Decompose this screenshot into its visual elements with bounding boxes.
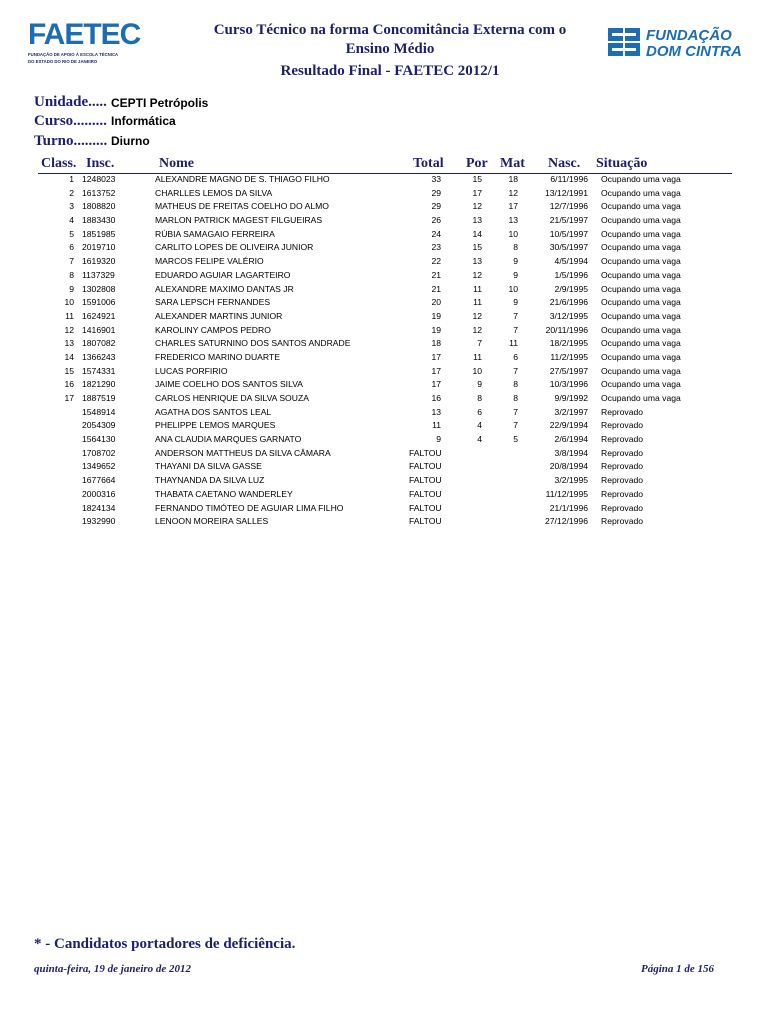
cell-situacao: Reprovado bbox=[601, 488, 644, 499]
cell-nasc: 20/8/1994 bbox=[549, 461, 588, 472]
cell-mat: 11 bbox=[509, 338, 518, 349]
cell-nasc: 11/2/1995 bbox=[550, 351, 588, 362]
table-row bbox=[0, 488, 768, 502]
cell-nasc: 27/5/1997 bbox=[549, 365, 588, 376]
cell-mat: 9 bbox=[513, 256, 518, 267]
cell-nome: PHELIPPE LEMOS MARQUES bbox=[155, 420, 276, 431]
cell-por: 11 bbox=[473, 351, 482, 362]
cell-insc: 1883430 bbox=[82, 215, 116, 226]
cell-nasc: 30/5/1997 bbox=[549, 242, 588, 253]
cell-mat: 10 bbox=[508, 283, 518, 294]
cell-total: 21 bbox=[431, 269, 441, 280]
cell-total: 20 bbox=[431, 297, 441, 308]
cell-mat: 8 bbox=[513, 393, 518, 403]
cell-insc: 1624921 bbox=[82, 310, 116, 321]
cell-nome: MATHEUS DE FREITAS COELHO DO ALMO bbox=[155, 201, 329, 212]
cell-nasc: 3/2/1997 bbox=[554, 406, 588, 417]
cell-nome: RÚBIA SAMAGAIO FERREIRA bbox=[155, 228, 275, 239]
cell-situacao: Ocupando uma vaga bbox=[601, 201, 681, 212]
table-row bbox=[0, 365, 768, 379]
table-row bbox=[0, 378, 768, 392]
faetec-logo bbox=[28, 20, 153, 64]
cell-situacao: Reprovado bbox=[601, 420, 644, 431]
table-row bbox=[0, 474, 768, 488]
course-title-line1: Curso Técnico na forma Concomitância Externa com o bbox=[213, 22, 567, 38]
cell-por: 4 bbox=[477, 434, 482, 445]
cell-situacao: Ocupando uma vaga bbox=[601, 338, 681, 349]
cell-total: 33 bbox=[431, 174, 441, 184]
cell-insc: 1349652 bbox=[82, 461, 116, 472]
cell-nasc: 3/8/1994 bbox=[554, 447, 588, 458]
cell-class: 15 bbox=[64, 365, 74, 376]
course-title-line2: Ensino Médio bbox=[345, 41, 435, 57]
cell-total: 16 bbox=[431, 393, 441, 403]
cell-por: 17 bbox=[472, 187, 482, 198]
cell-nasc: 21/1/1996 bbox=[549, 502, 588, 513]
cell-nasc: 4/5/1994 bbox=[554, 256, 588, 267]
cell-por: 8 bbox=[477, 393, 482, 403]
cell-situacao: Ocupando uma vaga bbox=[601, 187, 681, 198]
dom-cintra-emblem-icon bbox=[606, 26, 642, 60]
cell-situacao: Ocupando uma vaga bbox=[601, 174, 681, 184]
cell-nasc: 9/9/1992 bbox=[554, 393, 588, 403]
cell-total: FALTOU bbox=[409, 502, 442, 513]
cell-situacao: Ocupando uma vaga bbox=[601, 256, 681, 267]
col-header-nome: Nome bbox=[159, 156, 194, 171]
faetec-logo-subtitle-1: FUNDAÇÃO DE APOIO À ESCOLA TÉCNICA bbox=[28, 52, 119, 57]
cell-mat: 7 bbox=[513, 420, 518, 431]
cell-class: 6 bbox=[69, 242, 74, 253]
cell-mat: 5 bbox=[513, 434, 518, 445]
turno-label: Turno......... bbox=[34, 133, 108, 149]
cell-insc: 2054309 bbox=[82, 420, 116, 431]
cell-nome: CARLITO LOPES DE OLIVEIRA JUNIOR bbox=[155, 242, 314, 253]
cell-mat: 7 bbox=[513, 406, 518, 417]
cell-total: 29 bbox=[431, 201, 441, 212]
cell-total: 17 bbox=[431, 365, 441, 376]
cell-mat: 9 bbox=[513, 269, 518, 280]
table-row bbox=[0, 419, 768, 433]
cell-situacao: Ocupando uma vaga bbox=[601, 283, 681, 294]
col-header-class: Class. bbox=[41, 156, 77, 171]
table-row bbox=[0, 337, 768, 351]
table-row bbox=[0, 502, 768, 516]
cell-nome: FERNANDO TIMÓTEO DE AGUIAR LIMA FILHO bbox=[155, 502, 344, 513]
cell-insc: 1619320 bbox=[82, 256, 116, 267]
cell-situacao: Ocupando uma vaga bbox=[601, 297, 681, 308]
cell-situacao: Ocupando uma vaga bbox=[601, 269, 681, 280]
cell-class: 10 bbox=[64, 297, 74, 308]
cell-situacao: Reprovado bbox=[601, 434, 644, 445]
footer-date: quinta-feira, 19 de janeiro de 2012 bbox=[34, 963, 192, 975]
cell-total: 13 bbox=[431, 406, 441, 417]
table-row bbox=[0, 324, 768, 338]
unidade-value: CEPTI Petrópolis bbox=[111, 96, 209, 110]
table-row bbox=[0, 269, 768, 283]
cell-insc: 1824134 bbox=[82, 502, 116, 513]
table-row bbox=[0, 173, 768, 187]
table-row bbox=[0, 460, 768, 474]
col-header-insc: Insc. bbox=[86, 156, 115, 171]
cell-class: 17 bbox=[64, 393, 74, 403]
cell-total: 26 bbox=[431, 215, 441, 226]
cell-insc: 1416901 bbox=[82, 324, 116, 335]
cell-situacao: Reprovado bbox=[601, 516, 644, 527]
cell-por: 12 bbox=[472, 269, 482, 280]
unidade-label: Unidade..... bbox=[34, 94, 107, 110]
cell-insc: 1574331 bbox=[82, 365, 116, 376]
cell-insc: 1302808 bbox=[82, 283, 116, 294]
cell-class: 1 bbox=[69, 174, 74, 184]
cell-situacao: Reprovado bbox=[601, 406, 644, 417]
cell-insc: 2000316 bbox=[82, 488, 116, 499]
cell-insc: 1591006 bbox=[82, 297, 116, 308]
cell-nasc: 2/6/1994 bbox=[554, 434, 588, 445]
cell-mat: 8 bbox=[513, 379, 518, 390]
cell-situacao: Ocupando uma vaga bbox=[601, 242, 681, 253]
cell-nome: LUCAS PORFIRIO bbox=[155, 365, 228, 376]
table-row bbox=[0, 241, 768, 255]
cell-nome: THAYNANDA DA SILVA LUZ bbox=[155, 475, 265, 486]
cell-por: 12 bbox=[472, 201, 482, 212]
cell-class: 2 bbox=[69, 187, 74, 198]
cell-total: FALTOU bbox=[409, 447, 442, 458]
cell-nome: CARLOS HENRIQUE DA SILVA SOUZA bbox=[155, 393, 309, 403]
results-table bbox=[0, 173, 768, 529]
cell-nome: MARCOS FELIPE VALÉRIO bbox=[155, 256, 264, 267]
cell-mat: 6 bbox=[513, 351, 518, 362]
table-row bbox=[0, 515, 768, 529]
cell-mat: 13 bbox=[508, 215, 518, 226]
cell-class: 16 bbox=[64, 379, 74, 390]
cell-situacao: Ocupando uma vaga bbox=[601, 324, 681, 335]
cell-total: 19 bbox=[431, 324, 441, 335]
cell-nome: EDUARDO AGUIAR LAGARTEIRO bbox=[155, 269, 291, 280]
cell-mat: 7 bbox=[513, 310, 518, 321]
cell-situacao: Reprovado bbox=[601, 447, 644, 458]
cell-insc: 1808820 bbox=[82, 201, 116, 212]
cell-nome: MARLON PATRICK MAGEST FILGUEIRAS bbox=[155, 215, 323, 226]
cell-mat: 17 bbox=[508, 201, 518, 212]
cell-mat: 10 bbox=[508, 228, 518, 239]
cell-total: 18 bbox=[431, 338, 441, 349]
cell-situacao: Reprovado bbox=[601, 502, 644, 513]
table-row bbox=[0, 214, 768, 228]
cell-situacao: Ocupando uma vaga bbox=[601, 310, 681, 321]
cell-class: 7 bbox=[69, 256, 74, 267]
cell-total: FALTOU bbox=[409, 461, 442, 472]
cell-por: 9 bbox=[477, 379, 482, 390]
cell-nasc: 2/9/1995 bbox=[554, 283, 588, 294]
cell-insc: 1137329 bbox=[82, 269, 115, 280]
table-row bbox=[0, 447, 768, 461]
cell-class: 4 bbox=[69, 215, 74, 226]
col-header-nasc: Nasc. bbox=[548, 156, 581, 171]
cell-total: 11 bbox=[432, 420, 441, 431]
cell-nasc: 27/12/1996 bbox=[544, 516, 588, 527]
cell-total: 24 bbox=[431, 228, 441, 239]
cell-mat: 7 bbox=[513, 365, 518, 376]
faetec-logo-word: FAETEC bbox=[28, 18, 141, 51]
cell-situacao: Ocupando uma vaga bbox=[601, 215, 681, 226]
cell-por: 15 bbox=[472, 242, 482, 253]
cell-por: 12 bbox=[472, 324, 482, 335]
cell-por: 15 bbox=[472, 174, 482, 184]
cell-insc: 1807082 bbox=[82, 338, 116, 349]
cell-class: 12 bbox=[64, 324, 74, 335]
cell-nome: FREDERICO MARINO DUARTE bbox=[155, 351, 280, 362]
cell-nome: THAYANI DA SILVA GASSE bbox=[155, 461, 262, 472]
table-row bbox=[0, 433, 768, 447]
cell-nasc: 12/7/1996 bbox=[549, 201, 588, 212]
cell-nome: THABATA CAETANO WANDERLEY bbox=[155, 488, 293, 499]
curso-value: Informática bbox=[111, 114, 176, 128]
table-row bbox=[0, 406, 768, 420]
table-row bbox=[0, 228, 768, 242]
cell-class: 8 bbox=[69, 269, 74, 280]
cell-insc: 1677664 bbox=[82, 475, 116, 486]
cell-por: 14 bbox=[472, 228, 482, 239]
table-row bbox=[0, 310, 768, 324]
table-row bbox=[0, 283, 768, 297]
cell-nome: AGATHA DOS SANTOS LEAL bbox=[155, 406, 272, 417]
cell-por: 11 bbox=[473, 283, 482, 294]
cell-insc: 1932990 bbox=[82, 516, 116, 527]
turno-value: Diurno bbox=[111, 134, 150, 148]
cell-nasc: 20/11/1996 bbox=[545, 324, 588, 335]
cell-insc: 1821290 bbox=[82, 379, 116, 390]
cell-insc: 1887519 bbox=[82, 393, 116, 403]
cell-nome: CHARLES SATURNINO DOS SANTOS ANDRADE bbox=[155, 338, 351, 349]
cell-insc: 1366243 bbox=[82, 351, 116, 362]
cell-mat: 18 bbox=[508, 174, 518, 184]
footer-note: * - Candidatos portadores de deficiência. bbox=[34, 936, 296, 952]
cell-por: 13 bbox=[472, 256, 482, 267]
cell-class: 3 bbox=[69, 201, 74, 212]
cell-por: 10 bbox=[472, 365, 482, 376]
cell-class: 14 bbox=[64, 351, 74, 362]
cell-nasc: 21/5/1997 bbox=[549, 215, 588, 226]
cell-mat: 8 bbox=[513, 242, 518, 253]
dom-cintra-logo-line2: DOM CINTRA bbox=[646, 43, 742, 60]
cell-class: 13 bbox=[64, 338, 74, 349]
cell-nome: ALEXANDRE MAGNO DE S. THIAGO FILHO bbox=[155, 174, 330, 184]
cell-total: 21 bbox=[431, 283, 441, 294]
cell-insc: 1708702 bbox=[82, 447, 116, 458]
cell-nome: ANA CLAUDIA MARQUES GARNATO bbox=[155, 434, 302, 445]
cell-insc: 1548914 bbox=[82, 406, 116, 417]
cell-por: 13 bbox=[472, 215, 482, 226]
cell-total: FALTOU bbox=[409, 488, 442, 499]
cell-nome: SARA LEPSCH FERNANDES bbox=[155, 297, 271, 308]
cell-nasc: 22/9/1994 bbox=[549, 420, 588, 431]
cell-mat: 12 bbox=[508, 187, 518, 198]
cell-class: 11 bbox=[65, 310, 74, 321]
cell-total: FALTOU bbox=[409, 516, 442, 527]
cell-insc: 1564130 bbox=[82, 434, 116, 445]
result-title: Resultado Final - FAETEC 2012/1 bbox=[280, 63, 500, 79]
cell-nasc: 3/12/1995 bbox=[549, 310, 588, 321]
cell-nome: CHARLLES LEMOS DA SILVA bbox=[155, 187, 273, 198]
cell-nasc: 11/12/1995 bbox=[545, 488, 588, 499]
table-row bbox=[0, 351, 768, 365]
cell-situacao: Ocupando uma vaga bbox=[601, 228, 681, 239]
cell-situacao: Ocupando uma vaga bbox=[601, 379, 681, 390]
cell-situacao: Ocupando uma vaga bbox=[601, 351, 681, 362]
cell-situacao: Reprovado bbox=[601, 475, 644, 486]
cell-nome: LENOON MOREIRA SALLES bbox=[155, 516, 269, 527]
cell-por: 12 bbox=[472, 310, 482, 321]
cell-nome: KAROLINY CAMPOS PEDRO bbox=[155, 324, 271, 335]
col-header-situacao: Situação bbox=[596, 156, 648, 171]
cell-insc: 2019710 bbox=[82, 242, 116, 253]
table-row bbox=[0, 255, 768, 269]
dom-cintra-logo-line1: FUNDAÇÃO bbox=[646, 27, 732, 44]
cell-total: 19 bbox=[431, 310, 441, 321]
cell-por: 6 bbox=[477, 406, 482, 417]
dom-cintra-logo bbox=[606, 26, 742, 62]
table-row bbox=[0, 392, 768, 406]
cell-total: 22 bbox=[431, 256, 441, 267]
cell-por: 11 bbox=[473, 297, 482, 308]
cell-nome: ALEXANDER MARTINS JUNIOR bbox=[155, 310, 283, 321]
cell-class: 5 bbox=[69, 228, 74, 239]
curso-label: Curso......... bbox=[34, 113, 107, 129]
cell-nasc: 18/2/1995 bbox=[549, 338, 588, 349]
cell-por: 7 bbox=[477, 338, 482, 349]
cell-total: 17 bbox=[431, 379, 441, 390]
cell-total: FALTOU bbox=[409, 475, 442, 486]
cell-situacao: Reprovado bbox=[601, 461, 644, 472]
cell-nasc: 6/11/1996 bbox=[550, 174, 588, 184]
cell-situacao: Ocupando uma vaga bbox=[601, 365, 681, 376]
cell-nasc: 10/3/1996 bbox=[549, 379, 588, 390]
cell-total: 23 bbox=[431, 242, 441, 253]
cell-nasc: 1/5/1996 bbox=[554, 269, 588, 280]
cell-nasc: 21/6/1996 bbox=[549, 297, 588, 308]
cell-mat: 7 bbox=[513, 324, 518, 335]
table-row bbox=[0, 200, 768, 214]
cell-nasc: 10/5/1997 bbox=[549, 228, 588, 239]
cell-nasc: 3/2/1995 bbox=[554, 475, 588, 486]
cell-nome: ANDERSON MATTHEUS DA SILVA CÂMARA bbox=[155, 447, 331, 458]
col-header-por: Por bbox=[466, 156, 488, 171]
cell-insc: 1613752 bbox=[82, 187, 116, 198]
footer-page-number: Página 1 de 156 bbox=[640, 963, 714, 975]
cell-por: 4 bbox=[477, 420, 482, 431]
cell-total: 9 bbox=[436, 434, 441, 445]
cell-nome: ALEXANDRE MAXIMO DANTAS JR bbox=[155, 283, 294, 294]
cell-nome: JAIME COELHO DOS SANTOS SILVA bbox=[155, 379, 304, 390]
cell-insc: 1851985 bbox=[82, 228, 116, 239]
cell-insc: 1248023 bbox=[82, 174, 116, 184]
table-row bbox=[0, 296, 768, 310]
cell-situacao: Ocupando uma vaga bbox=[601, 393, 681, 403]
cell-total: 17 bbox=[431, 351, 441, 362]
table-row bbox=[0, 187, 768, 201]
cell-class: 9 bbox=[69, 283, 74, 294]
col-header-total: Total bbox=[413, 156, 444, 171]
col-header-mat: Mat bbox=[500, 156, 525, 171]
cell-mat: 9 bbox=[513, 297, 518, 308]
faetec-logo-subtitle-2: DO ESTADO DO RIO DE JANEIRO bbox=[28, 59, 98, 64]
cell-total: 29 bbox=[431, 187, 441, 198]
cell-nasc: 13/12/1991 bbox=[544, 187, 588, 198]
